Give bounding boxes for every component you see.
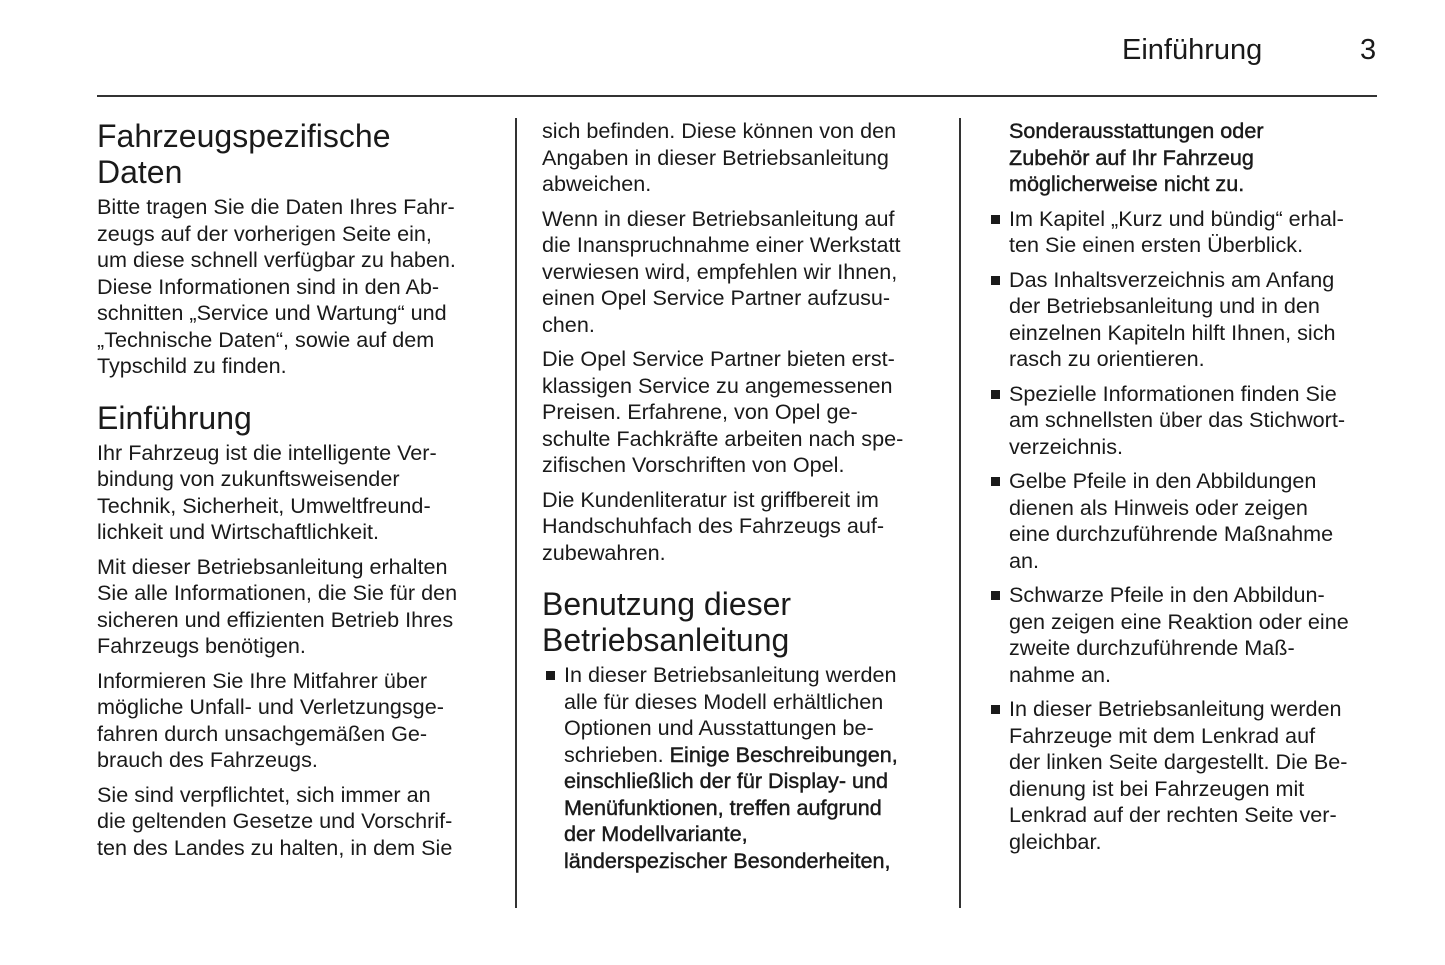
column-1 bbox=[97, 118, 497, 869]
column-2 bbox=[542, 118, 942, 882]
bullet-icon bbox=[991, 390, 1000, 399]
paragraph: Mit dieser Betriebsanleitung erhalten Sie alle Informationen, die Sie für den sicheren und effizienten Betrieb Ihres Fahrzeugs benötigen. bbox=[97, 553, 458, 658]
paragraph: Die Opel Service Partner bieten erst- klassigen Service zu angemessenen Preisen. Erfahrene, von Opel ge- schulte Fachkräfte arbeiten nach spe- zifischen Vorschriften von Opel. bbox=[542, 346, 904, 477]
bullet-text: Spezielle Informationen finden Sie am schnellsten über das Stichwort- verzeichnis. bbox=[1009, 380, 1346, 459]
paragraph-bold: Sonderausstattungen oder Zubehör auf Ihr Fahrzeug möglicherweise nicht zu. bbox=[1009, 118, 1264, 196]
paragraph: Die Kundenliteratur ist griffbereit im Handschuhfach des Fahrzeugs auf- zubewahren. bbox=[542, 486, 885, 565]
section-heading: Einführung bbox=[97, 399, 252, 436]
bullet-item bbox=[987, 267, 1387, 373]
paragraph: Bitte tragen Sie die Daten Ihres Fahr- zeugs auf der vorherigen Seite ein, um diese schnell verfügbar zu haben. Diese Informationen sind in den Ab- schnitten „Service und Wartung“ und „Technische Daten“, sowie auf dem Typschild zu finden. bbox=[97, 194, 456, 378]
bullet-icon bbox=[546, 671, 555, 680]
bullet-icon bbox=[991, 276, 1000, 285]
header-rule bbox=[97, 95, 1377, 97]
column-divider bbox=[515, 118, 517, 908]
paragraph: sich befinden. Diese können von den Angaben in dieser Betriebsanleitung abweichen. bbox=[542, 118, 897, 196]
bullet-text: Gelbe Pfeile in den Abbildungen dienen als Hinweis oder zeigen eine durchzuführende Maßnahme an. bbox=[1009, 468, 1334, 573]
paragraph: Sie sind verpflichtet, sich immer an die geltenden Gesetze und Vorschrif- ten des Landes zu halten, in dem Sie bbox=[97, 781, 453, 860]
paragraph: Ihr Fahrzeug ist die intelligente Ver- bindung von zukunftsweisender Technik, Sicherheit, Umweltfreund- lichkeit und Wirtschaftlichkeit. bbox=[97, 439, 437, 544]
column-3 bbox=[987, 118, 1387, 863]
bullet-icon bbox=[991, 215, 1000, 224]
bullet-item bbox=[987, 582, 1387, 688]
bullet-icon bbox=[991, 591, 1000, 600]
column-divider bbox=[959, 118, 961, 908]
section-heading: Benutzung dieser Betriebsanleitung bbox=[542, 586, 792, 658]
bullet-text: Im Kapitel „Kurz und bündig“ erhal- ten Sie einen ersten Überblick. bbox=[1009, 205, 1344, 257]
section-heading: Fahrzeugspezifische Daten bbox=[97, 118, 391, 190]
bullet-text: Das Inhaltsverzeichnis am Anfang der Betriebsanleitung und in den einzelnen Kapiteln hilft Ihnen, sich rasch zu orientieren. bbox=[1009, 266, 1336, 371]
bullet-item bbox=[987, 206, 1387, 259]
bullet-text: In dieser Betriebsanleitung werden alle für dieses Modell erhältlichen Optionen und Ausstattungen be- schrieben. bbox=[564, 662, 897, 767]
bullet-text-bold: Einige Beschreibungen, einschließlich der für Display- und Menüfunktionen, treffen aufgrund der Modellvariante, länderspezischer Besonderheiten, bbox=[564, 741, 898, 873]
bullet-item bbox=[987, 696, 1387, 855]
bullet-item bbox=[542, 662, 942, 874]
bullet-text: In dieser Betriebsanleitung werden Fahrzeuge mit dem Lenkrad auf der linken Seite dargestellt. Die Be- dienung ist bei Fahrzeugen mit Lenkrad auf der rechten Seite ver- gleichbar. bbox=[1009, 696, 1348, 854]
paragraph: Wenn in dieser Betriebsanleitung auf die Inanspruchnahme einer Werkstatt verwiesen wird, empfehlen wir Ihnen, einen Opel Service Partner aufzusu- chen. bbox=[542, 205, 901, 337]
bullet-icon bbox=[991, 705, 1000, 714]
bullet-icon bbox=[991, 477, 1000, 486]
bullet-item bbox=[987, 381, 1387, 461]
running-header-title: Einführung bbox=[1122, 34, 1263, 66]
bullet-text: Schwarze Pfeile in den Abbildun- gen zeigen eine Reaktion oder eine zweite durchzuführende Maß- nahme an. bbox=[1009, 582, 1349, 687]
bullet-item bbox=[987, 468, 1387, 574]
page-number: 3 bbox=[1360, 34, 1377, 66]
paragraph: Informieren Sie Ihre Mitfahrer über mögliche Unfall- und Verletzungsge- fahren durch unsachgemäßen Ge- brauch des Fahrzeugs. bbox=[97, 667, 444, 772]
